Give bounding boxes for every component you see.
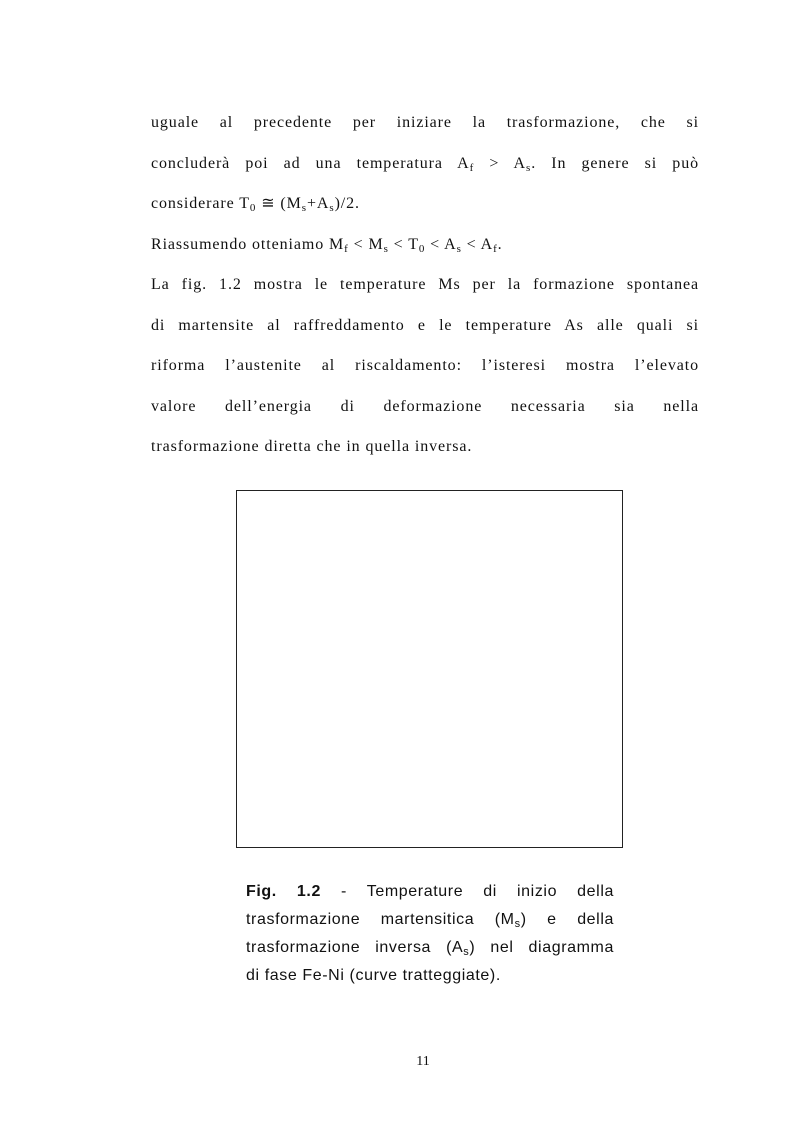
paragraph-line: valore dell’energia di deformazione necessaria sia nella xyxy=(151,397,699,415)
paragraph-line: di martensite al raffreddamento e le temperature As alle quali si xyxy=(151,316,699,334)
caption-line: trasformazione martensitica $(M_s)$ e della xyxy=(246,911,614,930)
summary-paragraph xyxy=(151,225,699,266)
paragraph-line: trasformazione diretta che in quella inversa. xyxy=(151,438,473,455)
paragraph-line: riforma l’austenite al riscaldamento: l’isteresi mostra l’elevato xyxy=(151,357,699,374)
figure-label: Fig. 1.2 xyxy=(246,883,321,900)
paragraph-line: concluderà poi ad una temperatura $A_f > A_s$. In genere si può xyxy=(151,154,699,174)
paragraph-line: considerare $T_0$ ≅ $(M_s+A_s)/2$. xyxy=(151,195,360,214)
figure-caption xyxy=(246,878,614,990)
paragraph-line: La fig. 1.2 mostra le temperature Ms per la formazione spontanea xyxy=(151,276,699,293)
paragraph-line: uguale al precedente per iniziare la trasformazione, che si xyxy=(151,114,699,131)
paragraph-continuation xyxy=(151,103,699,225)
figure-description-paragraph xyxy=(151,265,699,468)
figure-placeholder xyxy=(236,490,623,848)
caption-line: di fase Fe-Ni (curve tratteggiate). xyxy=(246,967,501,984)
caption-line: Fig. 1.2 - Temperature di inizio della xyxy=(246,883,614,900)
page-number: 11 xyxy=(416,1054,430,1069)
paragraph-line: Riassumendo otteniamo $M_f < M_s < T_0 < A_s < A_f$. xyxy=(151,236,503,255)
caption-line: trasformazione inversa $(A_s)$ nel diagramma xyxy=(246,939,614,958)
